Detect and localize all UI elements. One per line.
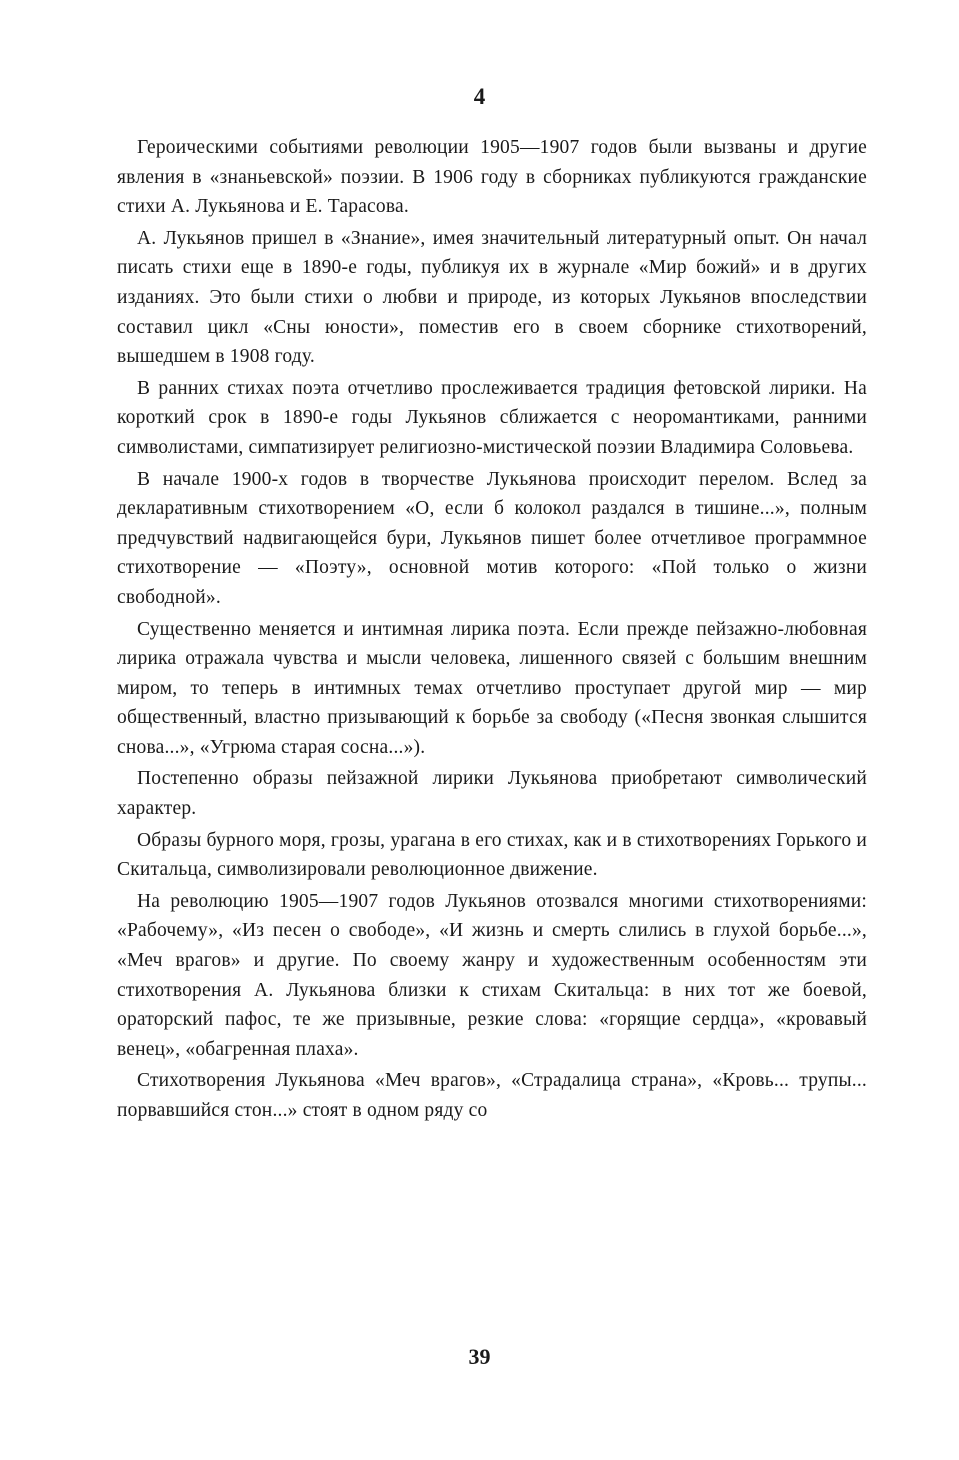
body-text — [117, 133, 867, 1126]
paragraph-1: Героическими событиями революции 1905—1907 годов были вызваны и другие явления в «знаньевской» поэзии. В 1906 году в сборниках публикуются гражданские стихи А. Лукьянова и Е. Тарасова. — [117, 137, 867, 218]
paragraph-6: Постепенно образы пейзажной лирики Лукьянова приобретают символический характер. — [117, 768, 867, 820]
paragraph-7: Образы бурного моря, грозы, урагана в его стихах, как и в стихотворениях Горького и Скитальца, символизировали революционное движение. — [117, 829, 867, 881]
page-number: 39 — [468, 1344, 491, 1369]
section-number: 4 — [473, 84, 486, 109]
paragraph-4: В начале 1900-х годов в творчестве Лукьянова происходит перелом. Вслед за декларативным стихотворением «О, если б колокол раздался в тишине...», полным предчувствий надвигающейся бури, Лукьянов пишет более отчетливое программное стихотворение — «Поэту», основной мотив которого: «Пой только о жизни свободной». — [117, 468, 867, 608]
paragraph-5: Существенно меняется и интимная лирика поэта. Если прежде пейзажно-любовная лирика отражала чувства и мысли человека, лишенного связей с большим внешним миром, то теперь в интимных темах отчетливо проступает другой мир — мир общественный, властно призывающий к борьбе за свободу («Песня звонкая слышится снова...», «Угрюма старая сосна...»). — [117, 618, 867, 758]
paragraph-3: В ранних стихах поэта отчетливо прослеживается традиция фетовской лирики. На короткий срок в 1890-е годы Лукьянов сближается с неоромантиками, ранними символистами, симпатизирует религиозно-мистической поэзии Владимира Соловьева. — [117, 377, 867, 458]
paragraph-2: А. Лукьянов пришел в «Знание», имея значительный литературный опыт. Он начал писать стихи еще в 1890-е годы, публикуя их в журнале «Мир божий» и в других изданиях. Это были стихи о любви и природе, из которых Лукьянов впоследствии составил цикл «Сны юности», поместив его в своем сборнике стихотворений, вышедшем в 1908 году. — [117, 227, 867, 368]
paragraph-8: На революцию 1905—1907 годов Лукьянов отозвался многими стихотворениями: «Рабочему», «Из песен о свободе», «И жизнь и смерть слились в глухой борьбе...», «Меч врагов» и другие. По своему жанру и художественным особенностям эти стихотворения А. Лукьянова близки к стихам Скитальца: в них тот же боевой, ораторский пафос, те же призывные, резкие слова: «горящие сердца», «кровавый венец», «обагренная плаха». — [117, 890, 867, 1060]
paragraph-9: Стихотворения Лукьянова «Меч врагов», «Страдалица страна», «Кровь... трупы... порвавшийся стон...» стоят в одном ряду со — [117, 1070, 867, 1121]
